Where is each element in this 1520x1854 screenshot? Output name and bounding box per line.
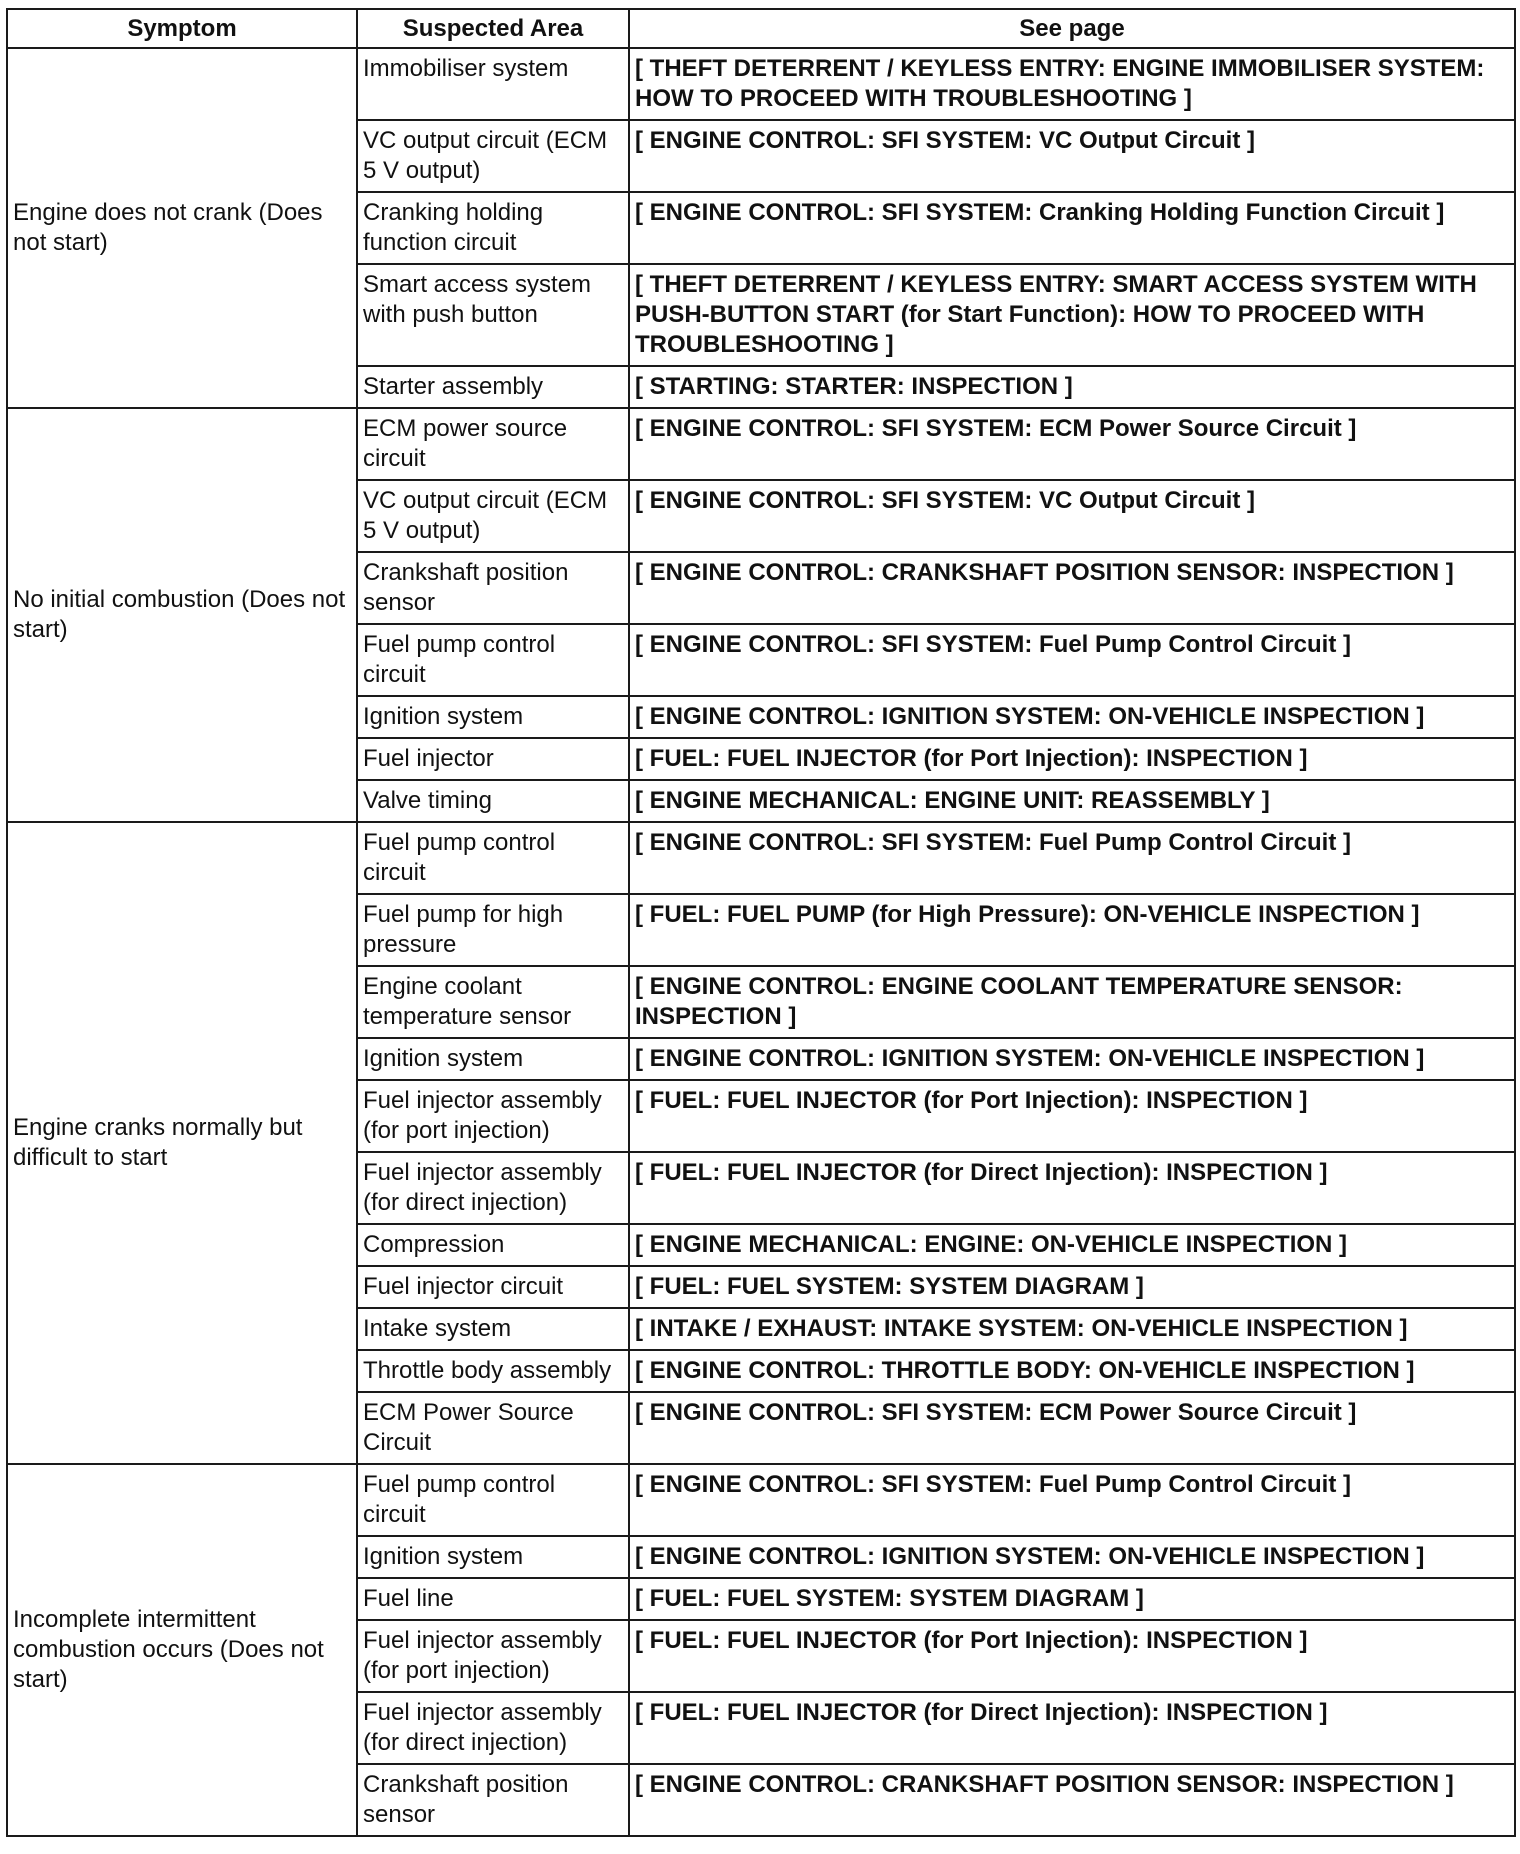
see-page-reference[interactable]: [ ENGINE CONTROL: IGNITION SYSTEM: ON-VEHICLE INSPECTION ] — [629, 1536, 1515, 1578]
suspected-area-cell: VC output circuit (ECM 5 V output) — [357, 480, 629, 552]
header-see-page: See page — [629, 9, 1515, 48]
see-page-reference[interactable]: [ FUEL: FUEL PUMP (for High Pressure): ON-VEHICLE INSPECTION ] — [629, 894, 1515, 966]
table-header — [7, 9, 1515, 48]
suspected-area-cell: Smart access system with push button — [357, 264, 629, 366]
table-row — [7, 408, 1515, 480]
suspected-area-cell: ECM Power Source Circuit — [357, 1392, 629, 1464]
suspected-area-cell: Cranking holding function circuit — [357, 192, 629, 264]
suspected-area-cell: Fuel line — [357, 1578, 629, 1620]
see-page-reference[interactable]: [ FUEL: FUEL SYSTEM: SYSTEM DIAGRAM ] — [629, 1578, 1515, 1620]
see-page-reference[interactable]: [ FUEL: FUEL INJECTOR (for Port Injection): INSPECTION ] — [629, 1080, 1515, 1152]
suspected-area-cell: Fuel injector assembly (for direct injection) — [357, 1692, 629, 1764]
symptom-cell: Engine does not crank (Does not start) — [7, 48, 357, 408]
suspected-area-cell: Immobiliser system — [357, 48, 629, 120]
see-page-reference[interactable]: [ ENGINE CONTROL: SFI SYSTEM: Fuel Pump Control Circuit ] — [629, 1464, 1515, 1536]
see-page-reference[interactable]: [ ENGINE CONTROL: SFI SYSTEM: Fuel Pump Control Circuit ] — [629, 624, 1515, 696]
see-page-reference[interactable]: [ FUEL: FUEL INJECTOR (for Port Injection): INSPECTION ] — [629, 1620, 1515, 1692]
see-page-reference[interactable]: [ ENGINE CONTROL: SFI SYSTEM: Fuel Pump Control Circuit ] — [629, 822, 1515, 894]
suspected-area-cell: Fuel injector assembly (for port injection) — [357, 1080, 629, 1152]
header-symptom: Symptom — [7, 9, 357, 48]
see-page-reference[interactable]: [ ENGINE CONTROL: CRANKSHAFT POSITION SENSOR: INSPECTION ] — [629, 1764, 1515, 1836]
problem-symptoms-table — [6, 8, 1516, 1837]
see-page-reference[interactable]: [ ENGINE CONTROL: SFI SYSTEM: Cranking Holding Function Circuit ] — [629, 192, 1515, 264]
suspected-area-cell: Ignition system — [357, 696, 629, 738]
symptom-cell: Incomplete intermittent combustion occurs (Does not start) — [7, 1464, 357, 1836]
troubleshooting-sheet — [6, 8, 1514, 1837]
table-body — [7, 48, 1515, 1836]
suspected-area-cell: Ignition system — [357, 1038, 629, 1080]
see-page-reference[interactable]: [ ENGINE CONTROL: SFI SYSTEM: VC Output Circuit ] — [629, 120, 1515, 192]
suspected-area-cell: Fuel injector assembly (for direct injection) — [357, 1152, 629, 1224]
see-page-reference[interactable]: [ FUEL: FUEL INJECTOR (for Direct Injection): INSPECTION ] — [629, 1152, 1515, 1224]
symptom-cell: Engine cranks normally but difficult to start — [7, 822, 357, 1464]
suspected-area-cell: VC output circuit (ECM 5 V output) — [357, 120, 629, 192]
see-page-reference[interactable]: [ ENGINE MECHANICAL: ENGINE UNIT: REASSEMBLY ] — [629, 780, 1515, 822]
table-row — [7, 822, 1515, 894]
header-suspected-area: Suspected Area — [357, 9, 629, 48]
see-page-reference[interactable]: [ ENGINE CONTROL: SFI SYSTEM: ECM Power Source Circuit ] — [629, 408, 1515, 480]
see-page-reference[interactable]: [ ENGINE CONTROL: SFI SYSTEM: VC Output Circuit ] — [629, 480, 1515, 552]
suspected-area-cell: Throttle body assembly — [357, 1350, 629, 1392]
see-page-reference[interactable]: [ THEFT DETERRENT / KEYLESS ENTRY: SMART ACCESS SYSTEM WITH PUSH-BUTTON START (for Start Function): HOW TO PROCEED WITH TROUBLESHOOTING ] — [629, 264, 1515, 366]
see-page-reference[interactable]: [ ENGINE CONTROL: ENGINE COOLANT TEMPERATURE SENSOR: INSPECTION ] — [629, 966, 1515, 1038]
header-row — [7, 9, 1515, 48]
suspected-area-cell: Ignition system — [357, 1536, 629, 1578]
see-page-reference[interactable]: [ ENGINE CONTROL: IGNITION SYSTEM: ON-VEHICLE INSPECTION ] — [629, 696, 1515, 738]
suspected-area-cell: Fuel injector assembly (for port injection) — [357, 1620, 629, 1692]
see-page-reference[interactable]: [ FUEL: FUEL INJECTOR (for Port Injection): INSPECTION ] — [629, 738, 1515, 780]
suspected-area-cell: Fuel injector — [357, 738, 629, 780]
see-page-reference[interactable]: [ THEFT DETERRENT / KEYLESS ENTRY: ENGINE IMMOBILISER SYSTEM: HOW TO PROCEED WITH TROUBLESHOOTING ] — [629, 48, 1515, 120]
see-page-reference[interactable]: [ FUEL: FUEL SYSTEM: SYSTEM DIAGRAM ] — [629, 1266, 1515, 1308]
suspected-area-cell: ECM power source circuit — [357, 408, 629, 480]
suspected-area-cell: Intake system — [357, 1308, 629, 1350]
suspected-area-cell: Compression — [357, 1224, 629, 1266]
symptom-cell: No initial combustion (Does not start) — [7, 408, 357, 822]
suspected-area-cell: Fuel pump control circuit — [357, 822, 629, 894]
suspected-area-cell: Crankshaft position sensor — [357, 1764, 629, 1836]
see-page-reference[interactable]: [ ENGINE CONTROL: SFI SYSTEM: ECM Power Source Circuit ] — [629, 1392, 1515, 1464]
table-row — [7, 1464, 1515, 1536]
see-page-reference[interactable]: [ INTAKE / EXHAUST: INTAKE SYSTEM: ON-VEHICLE INSPECTION ] — [629, 1308, 1515, 1350]
suspected-area-cell: Fuel pump control circuit — [357, 624, 629, 696]
table-row — [7, 48, 1515, 120]
suspected-area-cell: Fuel pump control circuit — [357, 1464, 629, 1536]
suspected-area-cell: Valve timing — [357, 780, 629, 822]
see-page-reference[interactable]: [ ENGINE CONTROL: CRANKSHAFT POSITION SENSOR: INSPECTION ] — [629, 552, 1515, 624]
see-page-reference[interactable]: [ FUEL: FUEL INJECTOR (for Direct Injection): INSPECTION ] — [629, 1692, 1515, 1764]
see-page-reference[interactable]: [ STARTING: STARTER: INSPECTION ] — [629, 366, 1515, 408]
see-page-reference[interactable]: [ ENGINE CONTROL: THROTTLE BODY: ON-VEHICLE INSPECTION ] — [629, 1350, 1515, 1392]
see-page-reference[interactable]: [ ENGINE CONTROL: IGNITION SYSTEM: ON-VEHICLE INSPECTION ] — [629, 1038, 1515, 1080]
suspected-area-cell: Crankshaft position sensor — [357, 552, 629, 624]
suspected-area-cell: Fuel pump for high pressure — [357, 894, 629, 966]
suspected-area-cell: Starter assembly — [357, 366, 629, 408]
see-page-reference[interactable]: [ ENGINE MECHANICAL: ENGINE: ON-VEHICLE INSPECTION ] — [629, 1224, 1515, 1266]
suspected-area-cell: Fuel injector circuit — [357, 1266, 629, 1308]
suspected-area-cell: Engine coolant temperature sensor — [357, 966, 629, 1038]
